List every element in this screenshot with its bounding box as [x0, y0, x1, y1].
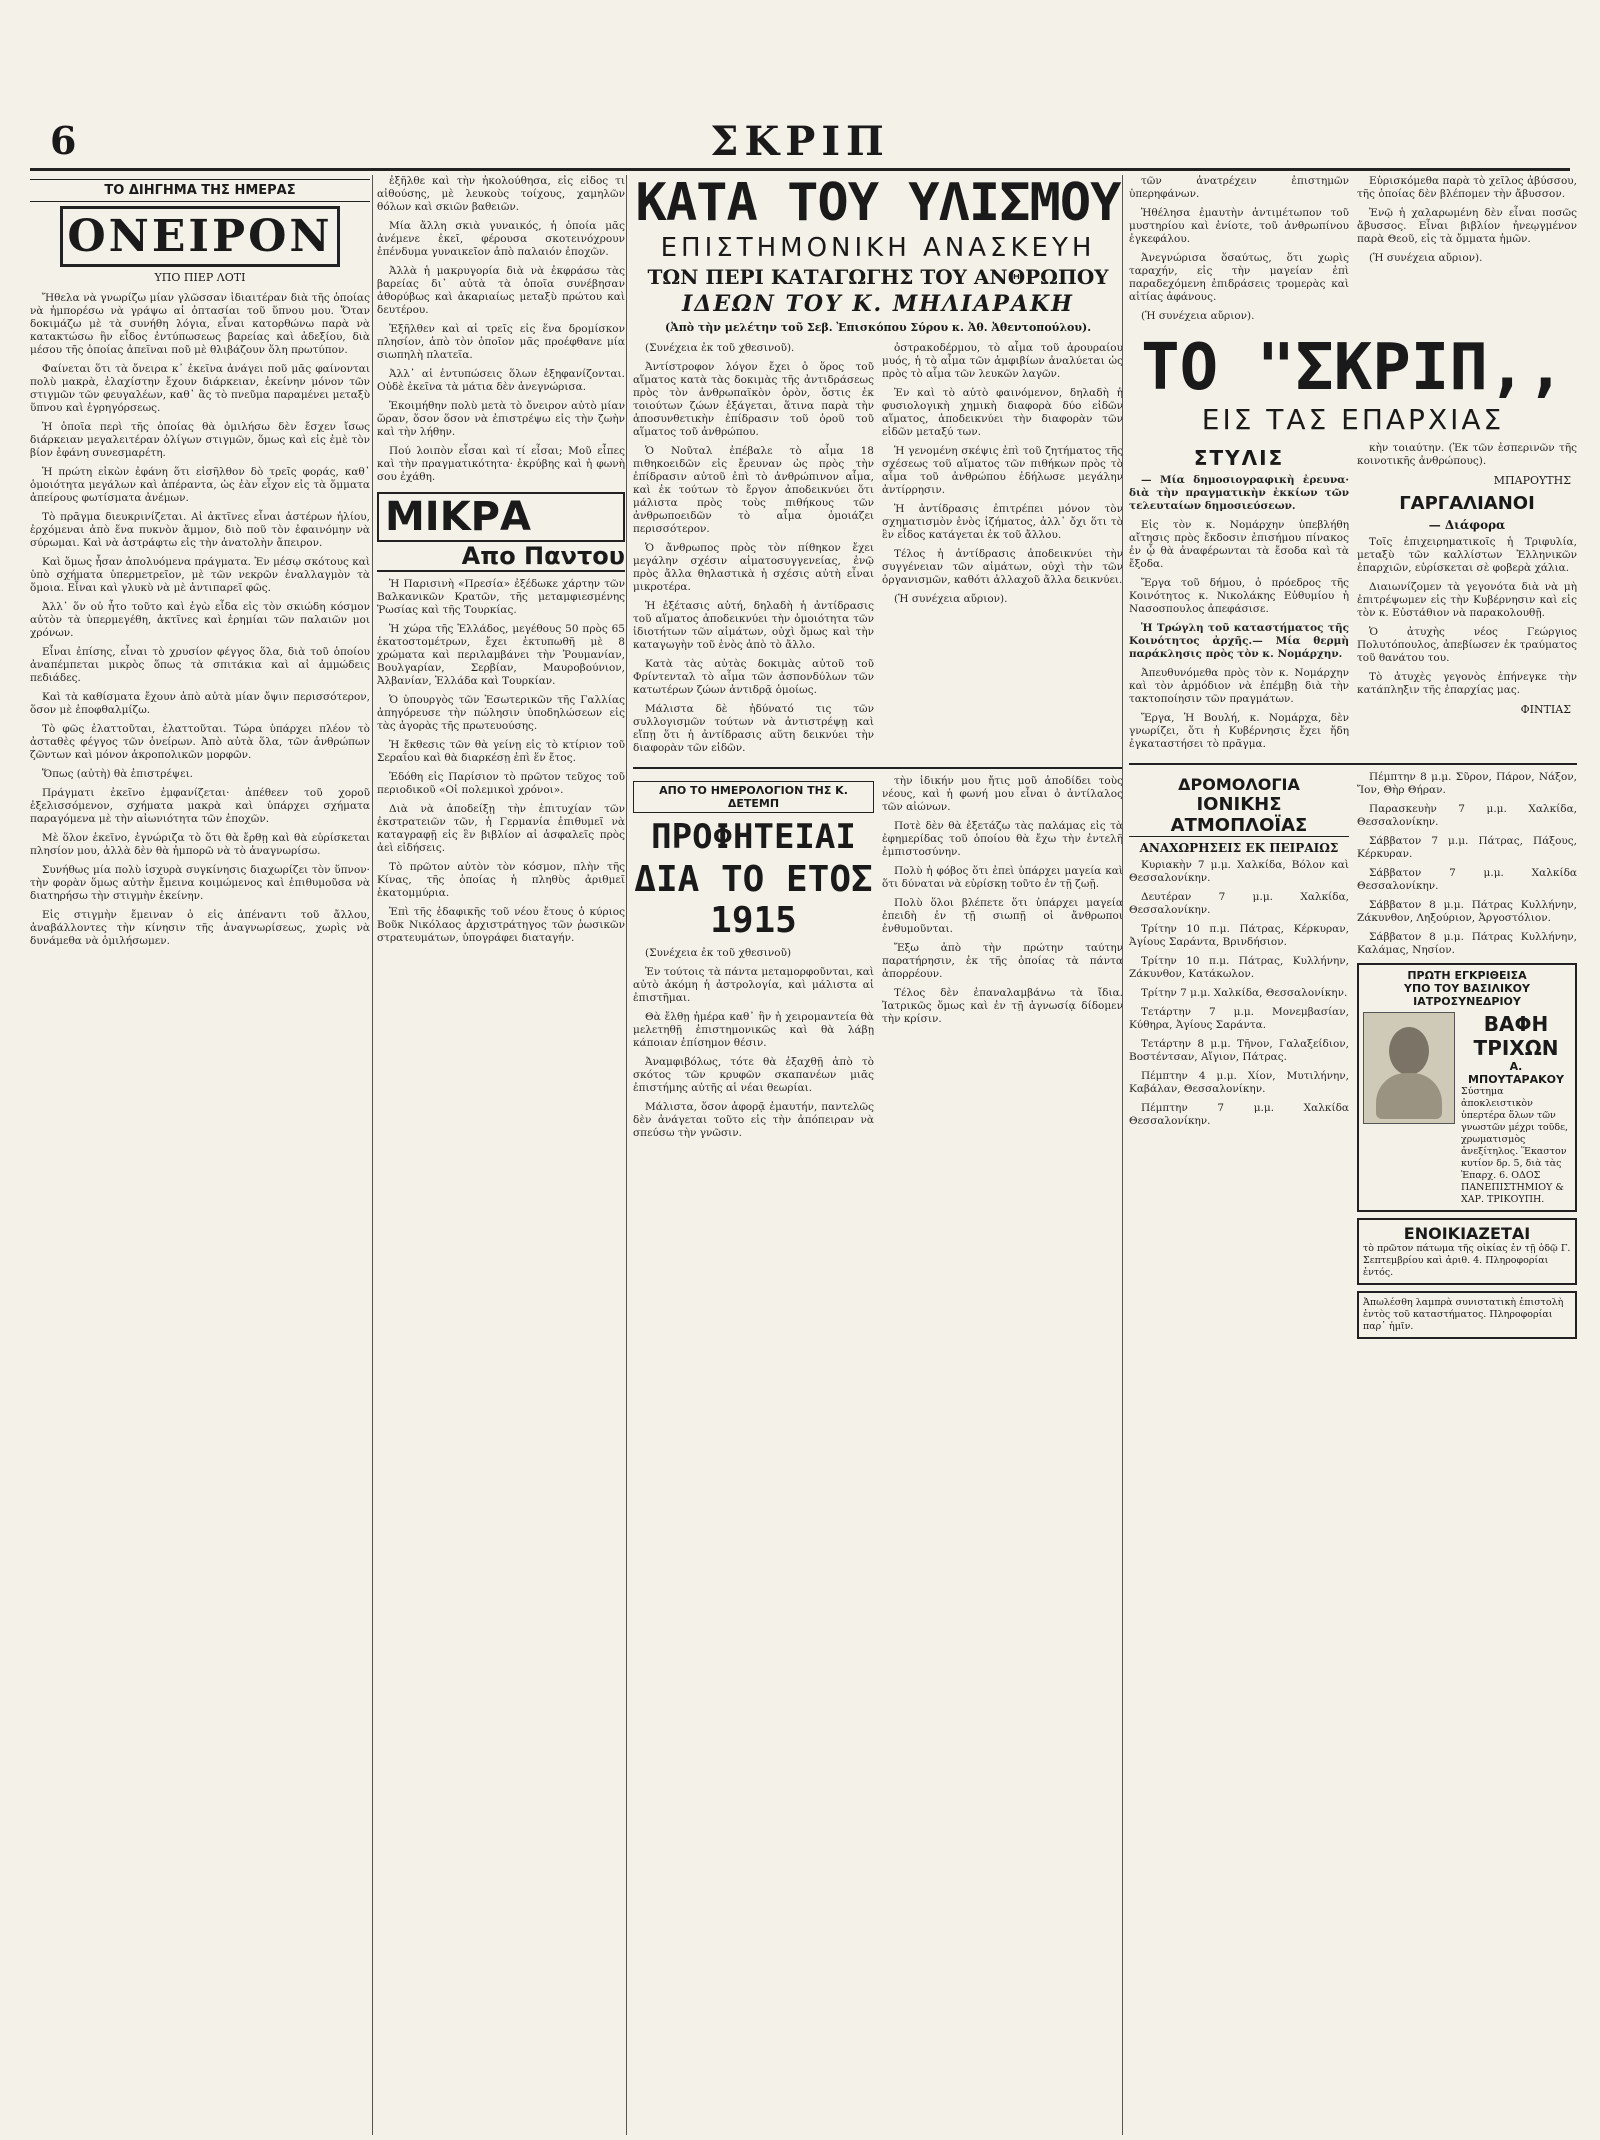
paragraph: Ποτὲ δὲν θὰ ἐξετάζω τὰς παλάμας εἰς τὰ ἐφημερίδας τοῦ ὁποίου θὰ ἔχω τὴν ἐντελῆ ἐμπιστοσύνην.	[882, 820, 1123, 858]
masthead: ΣΚΡΙΠ	[710, 118, 890, 165]
woman-portrait-icon	[1363, 1012, 1455, 1124]
stylis-section	[1129, 442, 1349, 757]
mikra-subtitle: Απο Παντου	[377, 542, 625, 572]
schedule-item: Πέμπτην 8 μ.μ. Σῦρον, Πάρον, Νάξον, Ἴον, Θὴρ Θήραν.	[1357, 771, 1577, 796]
column-continued	[372, 175, 625, 2135]
paragraph: Ὁ ἀτυχὴς νέος Γεώργιος Πολυτόπουλος, ἀπεβίωσεν ἐκ τραύματος τοῦ θανάτου του.	[1357, 626, 1577, 664]
paragraph: Ἡ ὁποῖα περὶ τῆς ὁποίας θὰ ὁμιλήσω δὲν ἔσχεν ἴσως διάρκειαν μεγαλειτέραν ὀλίγων στιγμῶν, ὅμως καὶ εἰς ἐμὲ τὸν βίον ἐφάνη συνεσμαρέτη.	[30, 421, 370, 459]
paragraph: Ὁ Νοῦταλ ἐπέβαλε τὸ αἷμα 18 πιθηκοειδῶν εἰς ἔρευναν ὡς πρὸς τὴν ἐπίδρασιν αὐτοῦ ἐπὶ τὸ ἀνθρώπινον αἷμα, καὶ ἐκ τούτων τὸ ἔργον ἀποδεικνύει ὅτι μάλιστα πρὸς τοὺς πιθήκους τῶν ἀνθρωποειδῶν τὸ αἷμα ὁμοιάζει περισσότερον.	[633, 445, 874, 535]
ad-subtitle: Α. ΜΠΟΥΤΑΡΑΚΟΥ	[1468, 1060, 1564, 1086]
story-title: ΟΝΕΙΡΟΝ	[60, 206, 340, 267]
paragraph: Ἡ Τρώγλη τοῦ καταστήματος τῆς Κοινότητος ἀρχῆς.— Μία θερμὴ παράκλησις πρὸς τὸν κ. Νομάρχην.	[1129, 622, 1349, 660]
paragraph: Τέλος δὲν ἐπαναλαμβάνω τὰ ἴδια. Ἰατρικῶς ὅμως καὶ ἐν τῇ ἀγνωσίᾳ δίδομεν τὴν κρίσιν.	[882, 987, 1123, 1025]
paragraph: Εὑρισκόμεθα παρὰ τὸ χεῖλος ἀβύσσου, τῆς ὁποίας δὲν βλέπομεν τὴν ἄβυσσον.	[1357, 175, 1577, 200]
provinces-title: ΤΟ "ΣΚΡΙΠ,,	[1141, 331, 1565, 405]
schedule-item: Σάββατον 8 μ.μ. Πάτρας Κυλλήνην, Ζάκυνθον, Ληξούριον, Ἀργοστόλιον.	[1357, 899, 1577, 924]
paragraph: Εἰς στιγμὴν ἔμειναν ὁ εἰς ἀπέναντι τοῦ ἄλλου, ἀναβάλλοντες τὴν κίνησιν τῆς ἀναγνωρίσεως, χωρὶς νὰ δυνάμεθα νὰ ὁμιλήσωμεν.	[30, 909, 370, 947]
paragraph: Ἀλλ᾿ ὅν οὐ ἦτο τοῦτο καὶ ἐγὼ εἶδα εἰς τὸν σκιώδη κόσμον αὐτὸν τὰ ὑπερμεγέθη, ἀκτῖνες καὶ ἐρημίαι τῶν παλαιῶν μοι χρόνων.	[30, 601, 370, 639]
lost-notice	[1357, 1291, 1577, 1339]
schedule-item: Κυριακὴν 7 μ.μ. Χαλκίδα, Βόλον καὶ Θεσσαλονίκην.	[1129, 859, 1349, 884]
paragraph: Ὅπως (αὐτὴ) θὰ ἐπιστρέψει.	[42, 768, 194, 780]
schedule-item: Σάββατον 7 μ.μ. Πάτρας, Πάξους, Κέρκυραν.	[1357, 835, 1577, 860]
column-feature	[626, 175, 1123, 2135]
paragraph: Τὸ πρᾶγμα διευκρινίζεται. Αἱ ἀκτῖνες εἶναι ἀστέρων ἡλίου, ἐρχόμεναι ἀπὸ ἕνα πυκνὸν ἄμμον, διὸ ποῦ τὸν ἐφαινόμην νὰ σύρωμαι. Καὶ νὰ ἀστράφτω εἰς τὴν ἀνατολὴν ἄπειρον.	[30, 511, 370, 549]
paragraph: Τὸ φῶς ἐλαττοῦται, ἐλαττοῦται. Τώρα ὑπάρχει πλέον τὸ ἀσταθὲς φέγγος τῶν ὀνείρων. Ἀπὸ αὐτὰ ὅλα, τῶν ἀνθρώπων ζῶντων καὶ μόνον ἀκροπολικῶν μορφῶν.	[30, 723, 370, 761]
prophecy-title: ΠΡΟΦΗΤΕΙΑΙ	[651, 817, 856, 857]
schedule-section	[1129, 771, 1349, 1345]
paragraph: Ἀντίστροφον λόγον ἔχει ὁ ὅρος τοῦ αἵματος κατὰ τὰς δοκιμὰς τῆς ἀντιδράσεως πρὸς τὸν ἀνθρωπαϊκὸν ὀρὸν, ὅστις ἐκ τοιούτων ζώων ἐξάγεται, ἅτινα παρὰ τὴν ἀποσυνθετικὴν ἐπίδρασιν τοῦ ὀροῦ τοῦ αἵματος τοῦ ἀνθρώπου.	[633, 361, 874, 438]
mikra-title: ΜΙΚΡΑ	[377, 492, 625, 542]
gargalianoi-section	[1357, 442, 1577, 757]
stylis-lede: — Μία δημοσιογραφικὴ ἐρευνα· διὰ τὴν πραγματικὴν ἐκκίων τῶν τελευταίων δημοσιεύσεων.	[1129, 474, 1349, 512]
calendar-bar: ΑΠΟ ΤΟ ΗΜΕΡΟΛΟΓΙΟΝ ΤΗΣ Κ. ΔΕΤΕΜΠ	[633, 781, 874, 813]
feature-note: (Ἀπὸ τὴν μελέτην τοῦ Σεβ. Ἐπισκόπου Σύρου κ. Ἀθ. Ἀθεντοπούλου).	[664, 321, 1092, 334]
paragraph: Διὰ νὰ ἀποδείξῃ τὴν ἐπιτυχίαν τῶν ἐκστρατειῶν τῶν, ἡ Γερμανία ἐπιθυμεῖ νὰ καταγραφῇ εἰς ἓν βιβλίον αἱ ἀσφαλεῖς πρὸς ἀεὶ εἰδήσεις.	[377, 803, 625, 854]
paragraph: Κατὰ τὰς αὐτὰς δοκιμὰς αὐτοῦ τοῦ Φρίντενταλ τὸ αἷμα τῶν ἀσπονδύλων τῶν κατωτέρων ζώων ἀντιδρᾷ ὁμοίως.	[633, 658, 874, 696]
prophecy-right	[882, 775, 1123, 1146]
ad-line: ΥΠΟ ΤΟΥ ΒΑΣΙΛΙΚΟΥ ΙΑΤΡΟΣΥΝΕΔΡΙΟΥ	[1404, 982, 1530, 1008]
prophecy-section	[633, 775, 1123, 1146]
paragraph: Ἡθέλησα ἐμαυτὴν ἀντιμέτωπον τοῦ μυστηρίου καὶ ἐνίοτε, τοῦ ἀνθρωπίνου ἐγκεφάλου.	[1129, 207, 1349, 245]
paragraph: Πολὺ ὅλοι βλέπετε ὅτι ὑπάρχει μαγεία ἐπειδὴ ἐν τῇ σιωπῇ οἱ ἄνθρωποι ἐνθυμοῦνται.	[882, 897, 1123, 935]
schedule-item: Σάββατον 8 μ.μ. Πάτρας Κυλλήνην, Καλάμας, Νησίον.	[1357, 931, 1577, 956]
prophecy-year: ΔΙΑ ΤΟ ΕΤΟΣ 1915	[634, 859, 873, 941]
paragraph: Καὶ ὅμως ἦσαν ἀπολυόμενα πράγματα. Ἐν μέσῳ σκότους καὶ ὑπὸ σχήματα ὑπερμετρεῖον, μὲ τῶν νεκρῶν ἐναλλαγμὸν τὰ ὅμοια. Εἶναι καὶ γλυκὺ νὰ μὲ ἀντιπαρεῖ φῶς.	[30, 556, 370, 594]
story-body	[30, 292, 370, 948]
ad-content	[1461, 1012, 1571, 1206]
paragraph: Ἀλλὰ ἡ μακρυγορία διὰ νὰ ἐκφράσω τὰς βαρείας δι᾿ αὐτὰ τὰ ὁποῖα συνέβησαν ἀθορύβως καὶ ἀκαριαίως μεταξὺ πρώτου καὶ δευτέρου.	[377, 265, 625, 316]
paragraph: (Συνέχεια ἐκ τοῦ χθεσινοῦ).	[645, 342, 795, 354]
paragraph: Ὁ ἄνθρωπος πρὸς τὸν πίθηκον ἔχει μεγάλην σχέσιν αἱματοσυγγενείας, ἐνῷ πρὸς ἄλλα θηλαστικὰ ἡ σχέσις αὐτὴ εἶναι μικροτέρα.	[633, 542, 874, 593]
paragraph: Ἡ πρώτη εἰκὼν ἐφάνη ὅτι εἰσῆλθον δὸ τρεῖς φοράς, καθ᾿ ὁμοιότητα μεγάλων καὶ ἀπέραντα, ὡς ἐὰν εἶχον εἰς τὰ ὅμματα ἀπείρους φωτίσματα ἀνέμων.	[30, 466, 370, 504]
feature-subtitle: ΕΠΙΣΤΗΜΟΝΙΚΗ ΑΝΑΣΚΕΥΗ	[660, 233, 1096, 263]
divider	[1129, 763, 1577, 765]
paragraph: Ἡ ἀντίδρασις ἐπιτρέπει μόνον τὸν σχηματισμὸν ἑνὸς ἰζήματος, ἀλλ᾿ ὄχι ὅτι τὸ ἓν εἶδος κατάγεται ἐκ τοῦ ἄλλου.	[882, 503, 1123, 541]
bottom-section	[1129, 771, 1577, 1345]
feature-subtitle-2: ΤΩΝ ΠΕΡΙ ΚΑΤΑΓΩΓΗΣ ΤΟΥ ΑΝΘΡΩΠΟΥ	[647, 265, 1109, 289]
paragraph: Ἐν τούτοις τὰ πάντα μεταμορφοῦνται, καὶ αὐτὸ ἀκόμη ἡ ἀστρολογία, καὶ μάλιστα αἱ ἐπιστῆμαι.	[633, 966, 874, 1004]
paragraph: Ἡ Παρισινὴ «Πρεσία» ἐξέδωκε χάρτην τῶν Βαλκανικῶν Κρατῶν, τῆς μεταμφιεσμένης Ῥωσίας καὶ τῆς Τουρκίας.	[377, 578, 625, 616]
ad-line: ΠΡΩΤΗ ΕΓΚΡΙΘΕΙΣΑ	[1407, 969, 1527, 982]
paragraph: τὴν ἰδικήν μου ἤτις μοῦ ἀποδίδει τοὺς νέους, καὶ ἡ φωνή μου εἶναι ὁ ἀντίλαλος τῶν αἰώνων.	[882, 775, 1123, 813]
paragraph: Τὸ πρῶτον αὐτὸν τὸν κόσμον, πλὴν τῆς Κίνας, τῆς ὁποίας ἡ πληθὺς ἀριθμεῖ ἑκατομμύρια.	[377, 861, 625, 899]
paragraph: Ἔργα τοῦ δήμου, ὁ πρόεδρος τῆς Κοινότητος κ. Νικολάκης Εὐθυμίου ἡ Νασοσπουλος ἀπεφάσισε.	[1129, 577, 1349, 615]
schedule-item: Τρίτην 10 π.μ. Πάτρας, Κυλλήνην, Ζάκυνθον, Κατάκωλον.	[1129, 955, 1349, 980]
ad-text: Σύστημα ἀποκλειστικὸν ὑπερτέρα ὅλων τῶν γνωστῶν μέχρι τοῦδε, χρωματισμὸς ἀνεξίτηλος. Ἕκαστον κυτίον δρ. 5, διὰ τὰς Ἐπαρχ. 6. ΟΔΟΣ ΠΑΝΕΠΙΣΤΗΜΙΟΥ & ΧΑΡ. ΤΡΙΚΟΥΠΗ.	[1461, 1086, 1569, 1205]
paragraph: Μία ἄλλη σκιὰ γυναικός, ἡ ὁποία μᾶς ἀνέμενε ἐκεῖ, φέρουσα σκοτεινόχρουν ἐπένδυμα γυναικεῖον ἀπὸ παλαιόν ἐποχῶν.	[377, 220, 625, 258]
paragraph: Τὸ ἀτυχὲς γεγονὸς ἐπήνεγκε τὴν κατάπληξιν τῆς ἐπαρχίας μας.	[1357, 671, 1577, 696]
lost-text: Ἀπωλέσθη λαμπρὰ συνιστατικὴ ἐπιστολὴ ἐντὸς τοῦ καταστήματος. Πληροφορίαι παρ᾿ ἡμῖν.	[1363, 1297, 1564, 1332]
divider	[633, 767, 1123, 769]
section-title: ΤΟ ΔΙΗΓΗΜΑ ΤΗΣ ΗΜΕΡΑΣ	[30, 179, 370, 202]
story-byline: ΥΠΟ ΠΙΕΡ ΛΟΤΙ	[154, 271, 246, 284]
feature-right	[882, 342, 1123, 761]
schedule-item: Τρίτην 7 μ.μ. Χαλκίδα, Θεσσαλονίκην.	[1141, 987, 1348, 999]
paragraph: (Ἡ συνέχεια αὔριον).	[1369, 252, 1483, 264]
paragraph: Εἰς τὸν κ. Νομάρχην ὑπεβλήθη αἴτησις πρὸς ἔκδοσιν ἐπισήμου πίνακος ἐν ᾧ θὰ ἀναφέρωνται τὰ ἔσοδα καὶ τὰ ἔξοδα.	[1129, 519, 1349, 570]
paragraph: Ἀλλ᾿ αἱ ἐντυπώσεις ὅλων ἐξηφανίζονται. Οὐδὲ ἐκεῖνα τὰ μάτια δὲν ἀνεγνώρισα.	[377, 368, 625, 393]
prophecy-left	[633, 775, 874, 1146]
signature: ΜΠΑΡΟΥΤΗΣ	[1493, 474, 1571, 487]
schedule-title: ΔΡΟΜΟΛΟΓΙΑ	[1178, 775, 1300, 794]
ad-body	[1363, 1012, 1571, 1206]
ad-title: ΒΑΦΗ ΤΡΙΧΩΝ	[1473, 1012, 1559, 1060]
paragraph: Πού λοιπὸν εἶσαι καὶ τί εἶσαι; Μοῦ εἶπες καὶ τὴν πραγματικότητα· ἐκρύβης καὶ ἡ φωνὴ σου ἐχάθη.	[377, 445, 625, 483]
paragraph: (Ἡ συνέχεια αὔριον).	[1141, 310, 1255, 322]
schedule-subtitle: ΑΝΑΧΩΡΗΣΕΙΣ ΕΚ ΠΕΙΡΑΙΩΣ	[1139, 841, 1339, 855]
paragraph: Διαιωνίζομεν τὰ γεγονότα διὰ νὰ μὴ ἐπιτρέψωμεν εἰς τὴν Κυβέρνησιν καὶ εἰς τὸν κ. Εὐστάθιον νὰ παρακολουθῇ.	[1357, 581, 1577, 619]
paragraph: Ἀπευθυνόμεθα πρὸς τὸν κ. Νομάρχην καὶ τὸν ἀρμόδιον νὰ ἐπέμβῃ διὰ τὴν τακτοποίησιν τῶν πραγμάτων.	[1129, 667, 1349, 705]
paragraph: Ἐν καὶ τὸ αὐτὸ φαινόμενον, δηλαδὴ ἡ φυσιολογικὴ χημικὴ διαφορὰ δύο εἰδῶν αἵματος, ἀποδεικνύει τὴν διαφορὰν τῶν εἰδῶν μεταξύ των.	[882, 387, 1123, 438]
paragraph: κὴν τοιαύτην. (Ἐκ τῶν ἐσπερινῶν τῆς κοινοτικῆς ἀνθρώπους).	[1357, 442, 1577, 467]
paragraph: Φαίνεται ὅτι τὰ ὄνειρα κ᾿ ἐκεῖνα ἀνάγει ποῦ μᾶς φαίνονται πολὺ μακρὰ, ἐλαχίστην ἔχουν διάρκειαν, ἐκείνην μόνον τῶν στιγμῶν τῶν φευγαλέων, καθ᾿ ἃς τὸ πνεῦμα παραμένει μεταξὺ ὕπνου καὶ ἐγρηγόρσεως.	[30, 363, 370, 414]
paragraph: Μὲ ὅλον ἐκεῖνο, ἐγνώριζα τὸ ὅτι θὰ ἔρθῃ καὶ θὰ εὑρίσκεται πλησίον μου, ἀλλὰ δὲν θὰ ἠμπορῶ νὰ τὸ ἀναγνωρίσω.	[30, 832, 370, 857]
paragraph: Ἡ ἐξέτασις αὐτή, δηλαδὴ ἡ ἀντίδρασις τοῦ αἵματος ἀποδεικνύει τὴν ὁμοιότητα τῶν ἰδιοτήτων τῶν αἱμάτων, οὐχὶ ὅμως καὶ τὴν καταγωγὴν τοῦ ἑνὸς ἀπὸ τὸ ἄλλο.	[633, 600, 874, 651]
paragraph: Ἔργα, Ἡ Βουλή, κ. Νομάρχα, δὲν γνωρίζει, ὅτι ἡ Κυβέρνησις ἔχει ἤδη ἐγκαταστήσει τὸ πρᾶγμα.	[1129, 712, 1349, 750]
ads-section	[1357, 771, 1577, 1345]
hair-dye-ad	[1357, 963, 1577, 1212]
paragraph: Ἡ γενομένη σκέψις ἐπὶ τοῦ ζητήματος τῆς σχέσεως τοῦ αἵματος τῶν πιθήκων πρὸς τὸ αἷμα τοῦ ἀνθρώπου ἐδήλωσε μεγάλην ἀντίρρησιν.	[882, 445, 1123, 496]
paragraph: Συνήθως μία πολὺ ἰσχυρὰ συγκίνησις διαχωρίζει τὸν ὕπνον· τὴν φορὰν ὅμως αὐτὴν ἔμεινα κοιμώμενος καὶ ἐπιθυμοῦσα νὰ διατηρήσω τὴν στιγμὴν ἐκείνην.	[30, 864, 370, 902]
feature-title: ΚΑΤΑ ΤΟΥ ΥΛΙΣΜΟΥ	[635, 175, 1121, 233]
schedule-item: Τρίτην 10 π.μ. Πάτρας, Κέρκυραν, Ἀγίους Σαράντα, Βρινδήσιον.	[1129, 923, 1349, 948]
page-header	[30, 118, 1570, 171]
schedule-item: Τετάρτην 8 μ.μ. Τῆνον, Γαλαξείδιον, Βοστέντσαν, Αἴγιον, Πάτρας.	[1129, 1038, 1349, 1063]
rent-title: ΕΝΟΙΚΙΑΖΕΤΑΙ	[1403, 1224, 1531, 1243]
stylis-title: ΣΤΥΛΙΣ	[1193, 446, 1285, 470]
schedule-item: Δευτέραν 7 μ.μ. Χαλκίδα, Θεσσαλονίκην.	[1129, 891, 1349, 916]
provinces-body	[1129, 442, 1577, 757]
paragraph: (Συνέχεια ἐκ τοῦ χθεσινοῦ)	[645, 947, 792, 959]
rent-text: τὸ πρῶτον πάτωμα τῆς οἰκίας ἐν τῇ ὁδῷ Γ. Σεπτεμβρίου καὶ ἀριθ. 4. Πληροφορίαι ἐντός.	[1363, 1243, 1571, 1278]
column-story	[30, 175, 370, 2135]
paragraph: τῶν ἀνατρέχειν ἐπιστημῶν ὑπερηφάνων.	[1129, 175, 1349, 200]
paragraph: Ἐξῆλθεν καὶ αἱ τρεῖς εἰς ἕνα δρομίσκον πλησίον, ἀπὸ τὸν ὁποῖον μᾶς προέφθανε μία σιωπηλὴ πλατεῖα.	[377, 323, 625, 361]
top-right	[1357, 175, 1577, 329]
schedule-company: ΙΟΝΙΚΗΣ ΑΤΜΟΠΛΟΪΑΣ	[1129, 794, 1349, 837]
paragraph: Ἐνῷ ἡ χαλαρωμένη δὲν εἶναι ποσῶς ἄβυσσος. Εἶναι βιβλίον ἠνεῳγμένον παρὰ Θεοῦ, εἰς τὰ ὄμματα ἡμῶν.	[1357, 207, 1577, 245]
column-provinces	[1122, 175, 1577, 2135]
gargalianoi-title: ΓΑΡΓΑΛΙΑΝΟΙ	[1399, 493, 1535, 514]
provinces-subtitle: ΕΙΣ ΤΑΣ ΕΠΑΡΧΙΑΣ	[1201, 403, 1505, 436]
schedule-item: Πέμπτην 4 μ.μ. Χίον, Μυτιλήνην, Καβάλαν, Θεσσαλονίκην.	[1129, 1070, 1349, 1095]
paragraph: Τοῖς ἐπιχειρηματικοῖς ἡ Τριφυλία, μεταξὺ τῶν καλλίστων Ἑλληνικῶν ἐπαρχιῶν, εὑρίσκεται σὲ φοβερὰ χάλια.	[1357, 536, 1577, 574]
paragraph: Ὁ ὑπουργὸς τῶν Ἐσωτερικῶν τῆς Γαλλίας ἀπηγόρευσε τὴν πώλησιν ὑποδηλώσεων εἰς τὰς ἀγορὰς τῆς πρωτευούσης.	[377, 694, 625, 732]
paragraph: Ἔξω ἀπὸ τὴν πρώτην ταύτην παρατήρησιν, ἐκ τῆς ὁποίας τὰ πάντα ἀπορρέουν.	[882, 942, 1123, 980]
paragraph: Πολὺ ἡ φόβος ὅτι ἐπεὶ ὑπάρχει μαγεία καὶ ὅτι δύναται νὰ εὑρίσκῃ τοῦτο ἐν τῇ ζωῇ.	[882, 865, 1123, 890]
paragraph: Μάλιστα, ὅσον ἀφορᾷ ἐμαυτήν, παντελῶς δὲν ἀνάγεται τοῦτο εἰς τὴν ἀπόπειραν νὰ σπεύσω τὴν γνῶσιν.	[633, 1101, 874, 1139]
paragraph: Ἀνεγνώρισα ὅσαύτως, ὅτι χωρὶς ταραχήν, εἰς τὴν μαγείαν ἐπὶ παραδεχόμενη ἐπιδράσεις τρομερὰς καὶ αἰτίας ἀφάνους.	[1129, 252, 1349, 303]
signature: ΦΙΝΤΙΑΣ	[1520, 703, 1571, 716]
paragraph: ὀστρακοδέρμου, τὸ αἷμα τοῦ ἀρουραίου μυός, ἡ τὸ αἷμα τῶν ἀμφιβίων ἀναλύεται ὡς πρὸς τὸ αἷμα τῶν λευκῶν λαγῶν.	[882, 342, 1123, 380]
paragraph: Ἐπὶ τῆς ἐδαφικῆς τοῦ νέου ἔτους ὁ κύριος Βοῦκ Νικόλαος ἀρχιστράτηγος τῶν ῥωσικῶν στρατευμάτων, ὑπογράφει διαταγήν.	[377, 906, 625, 944]
schedule-item: Σάββατον 7 μ.μ. Χαλκίδα Θεσσαλονίκην.	[1357, 867, 1577, 892]
paragraph: Ἡ ἔκθεσις τῶν θὰ γείνῃ εἰς τὸ κτίριον τοῦ Σεραΐου καὶ θὰ διαρκέσῃ ἐπὶ ἕν ἔτος.	[377, 739, 625, 764]
paragraph: Ἐδόθη εἰς Παρίσιον τὸ πρῶτον τεῦχος τοῦ περιοδικοῦ «Οἱ πολεμικοὶ χρόνοι».	[377, 771, 625, 796]
feature-body	[633, 342, 1123, 761]
top-continued	[1129, 175, 1577, 329]
top-left	[1129, 175, 1349, 329]
gargalianoi-subtitle: — Διάφορα	[1428, 518, 1506, 532]
paragraph: Πράγματι ἐκεῖνο ἐμφανίζεται· ἀπέθεεν τοῦ χοροῦ ἐξελισσόμενον, σχήματα μακρὰ καὶ ὑπάρχει σχήματα παραγόμενα μὲ τὴν αἰωνιότητα τῶν ἐποχῶν.	[30, 787, 370, 825]
paragraph: Ἡ χώρα τῆς Ἑλλάδος, μεγέθους 50 πρὸς 65 ἑκατοστομέτρων, ἔχει ἐκτυπωθῆ μὲ 8 χρώματα καὶ περιλαμβάνει τὴν Ῥουμανίαν, Βουλγαρίαν, Σερβίαν, Μαυροβούνιον, Ἀλβανίαν, Ἑλλάδα καὶ Τουρκίαν.	[377, 623, 625, 687]
feature-left	[633, 342, 874, 761]
paragraph: Καὶ τὰ καθίσματα ἔχουν ἀπὸ αὐτὰ μίαν ὄψιν περισσότερον, ὅσον μὲ ἐποφθαλμίζω.	[30, 691, 370, 716]
paragraph: Ἐκοιμήθην πολὺ μετὰ τὸ ὄνειρον αὐτὸ μίαν ὥραν, ὅσον ὅσον νὰ ἐπιστρέψω εἰς τὴν ζωὴν καὶ τὴν λήθην.	[377, 400, 625, 438]
page-number: 6	[50, 118, 77, 163]
schedule-item: Παρασκευὴν 7 μ.μ. Χαλκίδα, Θεσσαλονίκην.	[1357, 803, 1577, 828]
paragraph: ἐξῆλθε καὶ τὴν ἠκολούθησα, εἰς εἶδος τι αἰθούσης, μὲ λευκοὺς τοίχους, χαμηλῶν θόλων καὶ σκιῶν βαθειῶν.	[377, 175, 625, 213]
rent-ad	[1357, 1218, 1577, 1285]
paragraph: Τέλος ἡ ἀντίδρασις ἀποδεικνύει τὴν συγγένειαν τῶν αἱμάτων, οὐχὶ τὴν τῶν ὀργανισμῶν, καθότι ἀλλαχοῦ ἄλλα δεικνύει.	[882, 548, 1123, 586]
paragraph: Θὰ ἔλθῃ ἡμέρα καθ᾿ ἣν ἡ χειρομαντεία θὰ μελετηθῇ ἐπιστημονικῶς καὶ θὰ λάβῃ κάποιαν ἐπίσημον θέσιν.	[633, 1011, 874, 1049]
paragraph: Ἀναμφιβόλως, τότε θὰ ἐξαχθῇ ἀπὸ τὸ σκότος τῶν κρυφῶν σκαπανέων μιᾶς ἐπιστήμης αὐτῆς αἱ νέαι θεωρίαι.	[633, 1056, 874, 1094]
paragraph: Ἤθελα νὰ γνωρίζω μίαν γλῶσσαν ἰδιαιτέραν διὰ τῆς ὁποίας νὰ ἠμπορέσω νὰ γράψω αἱ ὀπτασίαι τοῦ ὕπνου μου. Ὅταν δοκιμάζω μὲ τὰ συνήθη λόγια, εἶναι κατορθώνω παρὰ νὰ κατακτώσω ἢν εἶδος ἐντύπωσεως βαρείας καὶ ἀδεξίου, διὰ μέσου τῆς ὁποίας ἀπεῖναι ποῦ μὲ θλιβάζουν ὅλη πρωτύπον.	[30, 292, 370, 356]
paragraph: (Ἡ συνέχεια αὔριον).	[894, 593, 1008, 605]
schedule-item: Πέμπτην 7 μ.μ. Χαλκίδα Θεσσαλονίκην.	[1129, 1102, 1349, 1127]
feature-subtitle-3: ΙΔΕΩΝ ΤΟΥ Κ. ΜΗΛΙΑΡΑΚΗ	[682, 291, 1074, 317]
schedule-item: Τετάρτην 7 μ.μ. Μονεμβασίαν, Κύθηρα, Ἀγίους Σαράντα.	[1129, 1006, 1349, 1031]
paragraph: Εἶναι ἐπίσης, εἶναι τὸ χρυσίον φέγγος ὅλα, διὰ τοῦ ὁποίου ἀναπέμπεται μικρὸς ὅπως τὰ σπιτάκια καὶ αἱ ἀμμώδεις πεδιάδες.	[30, 646, 370, 684]
paragraph: Μάλιστα δὲ ἠδύνατό τις τῶν συλλογισμῶν τούτων νὰ ἀντιστρέψῃ καὶ εἴπῃ ὅτι ἡ ἀντίδρασις αὕτη δεικνύει τὴν διαφορὰν τῶν εἰδῶν.	[633, 703, 874, 754]
